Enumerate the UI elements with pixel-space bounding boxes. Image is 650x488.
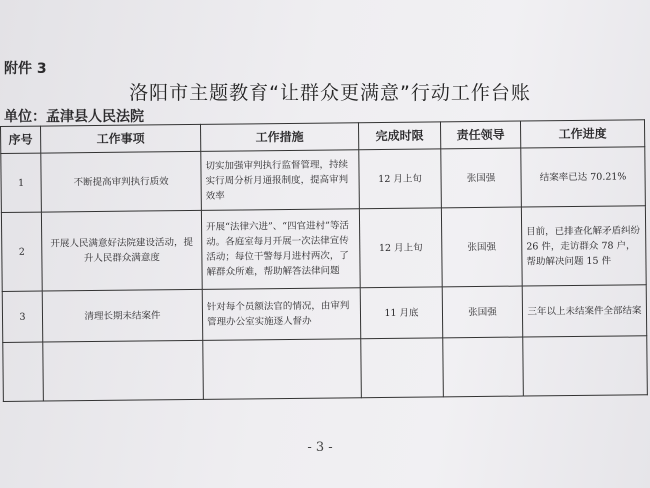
table-row	[2, 285, 646, 343]
cell-deadline	[361, 338, 444, 398]
cell-measure: 针对每个员额法官的情况，由审判管理办公室实施逐人督办	[202, 288, 361, 341]
cell-progress: 目前，已排查化解矛盾纠纷 26 件，走访群众 78 户，帮助解决问题 15 件	[521, 206, 646, 286]
column-header-item: 工作事项	[41, 124, 201, 153]
cell-deadline: 12 月上旬	[359, 208, 442, 288]
cell-no	[3, 342, 44, 401]
table-row	[1, 147, 646, 213]
cell-measure: 切实加强审判执行监督管理，持续实行周分析月通报制度，提高审判效率	[201, 150, 360, 211]
cell-progress	[523, 336, 648, 396]
page-number: - 3 -	[307, 440, 333, 455]
cell-leader: 张国强	[441, 207, 522, 287]
cell-item	[43, 340, 204, 401]
table-row	[3, 336, 648, 402]
cell-no: 3	[2, 291, 43, 342]
attachment-label: 附件 3	[4, 61, 47, 77]
cell-progress: 结案率已达 70.21%	[521, 147, 646, 207]
column-header-progress: 工作进度	[520, 120, 644, 148]
cell-no: 1	[1, 153, 42, 212]
table-row	[1, 206, 646, 292]
cell-leader: 张国强	[441, 148, 522, 208]
cell-no: 2	[1, 212, 42, 291]
document-title: 洛阳市主题教育“让群众更满意”行动工作台账	[129, 82, 531, 104]
cell-item: 不断提高审判执行质效	[41, 151, 202, 212]
cell-deadline: 11 月底	[360, 287, 443, 339]
cell-progress: 三年以上未结案件全部结案	[522, 285, 647, 337]
unit-label: 单位：孟津县人民法院	[4, 109, 144, 125]
work-ledger-table	[0, 119, 648, 402]
cell-leader	[443, 337, 524, 397]
cell-item: 清理长期未结案件	[42, 289, 203, 342]
column-header-no: 序号	[1, 126, 41, 153]
column-header-deadline: 完成时限	[358, 122, 440, 150]
column-header-leader: 责任领导	[440, 121, 520, 149]
cell-measure: 开展“法律六进”、“四官进村”等活动。各庭室每月开展一次法律宣传活动；每位干警每月进村两次，了解群众所难，帮助解答法律问题	[201, 209, 360, 290]
cell-leader: 张国强	[442, 286, 523, 338]
cell-measure	[203, 339, 362, 400]
column-header-measure: 工作措施	[200, 123, 358, 152]
cell-item: 开展人民满意好法院建设活动，提升人民群众满意度	[41, 210, 202, 291]
cell-deadline: 12 月上旬	[359, 149, 442, 209]
